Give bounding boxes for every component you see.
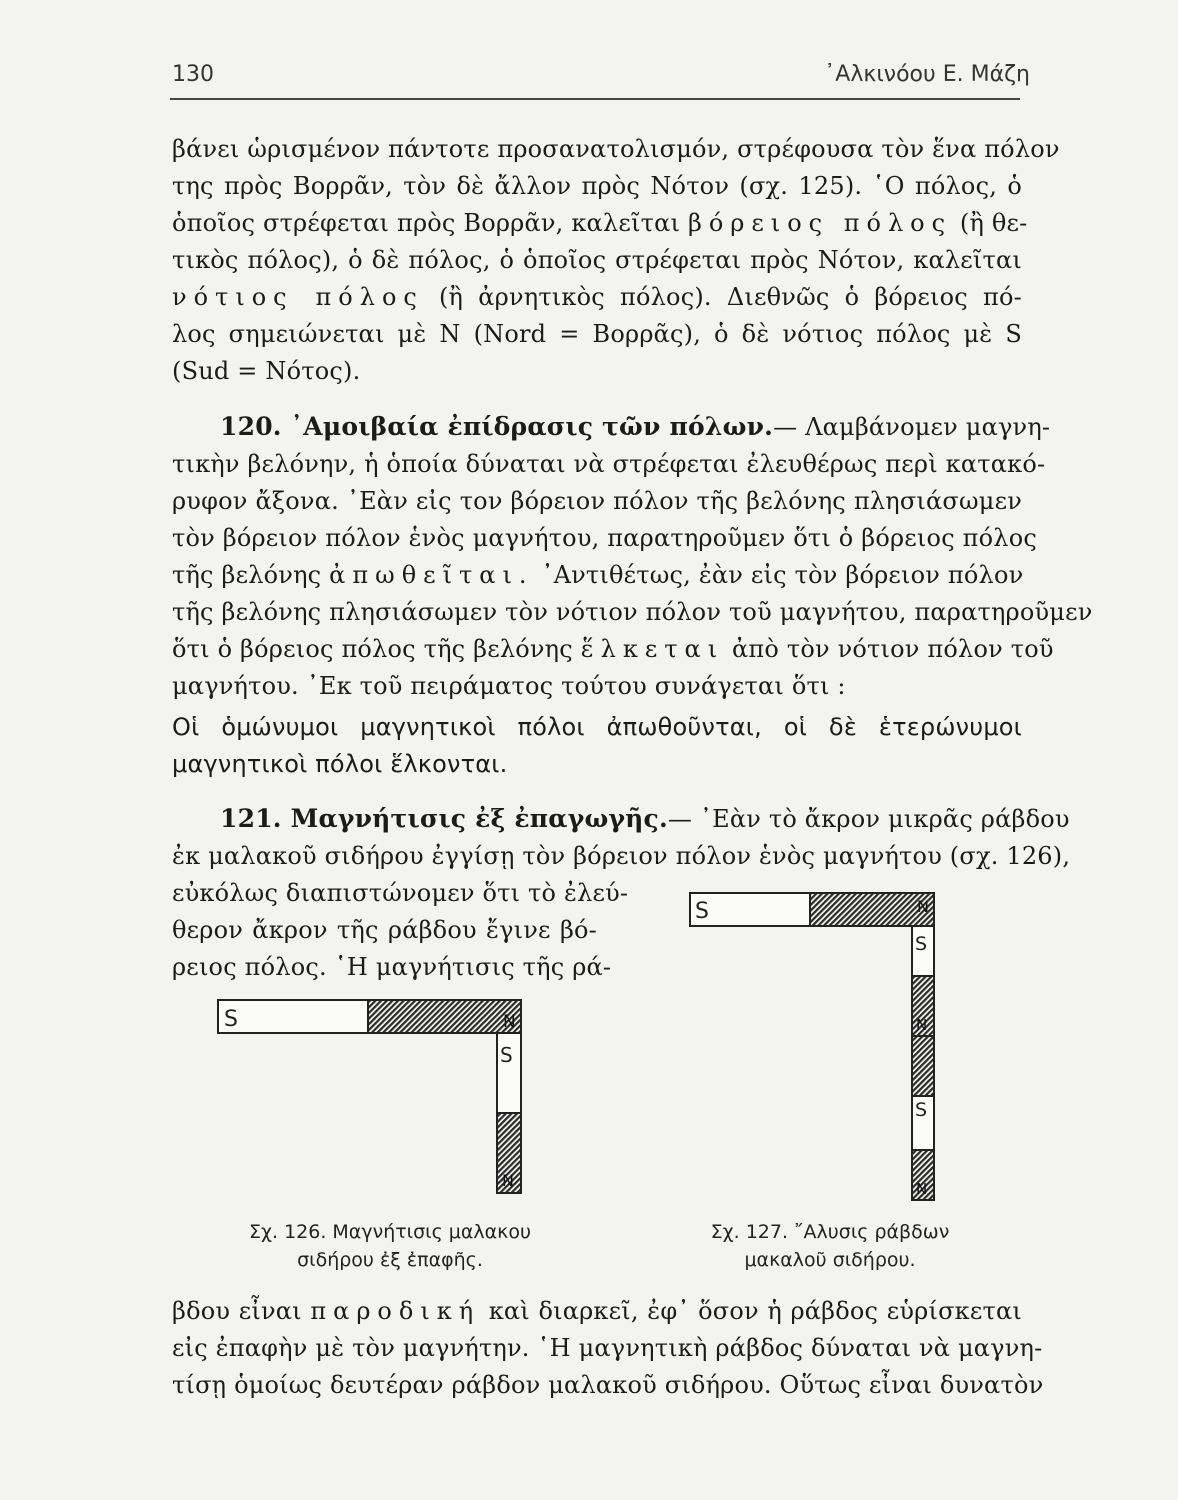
para1-line4: τικὸς πόλος), ὁ δὲ πόλος, ὁ ὁποῖος στρέφεται πρὸς Νότον, καλεῖται <box>172 246 1022 274</box>
law-statement-line2: μαγνητικοὶ πόλοι ἕλκονται. <box>172 750 508 778</box>
section-121-after-line1: βδου εἶναι παροδική καὶ διαρκεῖ, ἐφ᾿ ὅσον ἡ ράβδος εὑρίσκεται <box>172 1297 1022 1325</box>
fig127-rod2-n-label: N <box>916 1180 928 1198</box>
fig127-rod2-s-label: S <box>915 1099 928 1121</box>
fig127-magnet-s-label: S <box>695 899 709 924</box>
section-121-line3: εὐκόλως διαπιστώνομεν ὅτι τὸ ἐλεύ- <box>172 879 629 907</box>
fig126-magnet-s-label: S <box>224 1007 238 1032</box>
para1-line5: νότιος πόλος (ἢ ἀρνητικὸς πόλος). Διεθνῶς ὁ βόρειος πό- <box>172 283 1022 311</box>
fig126-caption-line2: σιδήρου ἐξ ἐπαφῆς. <box>297 1249 483 1271</box>
fig127-magnet-n-label: N <box>917 897 929 916</box>
para1-line7: (Sud = Νότος). <box>172 357 361 385</box>
fig127-rod2-top-hatched <box>912 1036 934 1096</box>
term-boreios-polos: βόρειος πόλος <box>687 209 953 237</box>
term-elketai: ἕλκεται <box>580 635 725 663</box>
section-120-line4: τὸν βόρειον πόλον ἑνὸς μαγνήτου, παρατηροῦμεν ὅτι ὁ βόρειος πόλος <box>172 524 1037 552</box>
figure-126 <box>218 1000 521 1193</box>
term-notios-polos: νότιος πόλος <box>172 283 424 311</box>
figure-127 <box>690 893 934 1200</box>
term-apotheitai: ἀπωθεῖται. <box>329 561 534 589</box>
section-120-line8: μαγνήτου. ᾿Εκ τοῦ πειράματος τούτου συνάγεται ὅτι : <box>172 672 846 700</box>
fig127-magnet-hatched <box>810 893 934 926</box>
fig126-magnet-n-label: N <box>503 1012 516 1032</box>
section-121-line2: ἐκ μαλακοῦ σιδήρου ἐγγίσῃ τὸν βόρειον πόλον ἑνὸς μαγνήτου (σχ. 126), <box>172 842 1071 870</box>
section-120-line3: ρυφον ἄξονα. ᾿Εὰν εἰς τον βόρειον πόλον τῆς βελόνης πλησιάσωμεν <box>172 487 1022 515</box>
page-number: 130 <box>172 62 214 87</box>
fig127-caption-line1: Σχ. 127. ῎Αλυσις ράβδων <box>710 1221 950 1243</box>
section-121-line1: 121. Μαγνήτισις ἐξ ἐπαγωγῆς.— ᾿Εὰν τὸ ἄκρον μικρᾶς ράβδου <box>220 804 1070 833</box>
section-120-line2: τικὴν βελόνην, ἡ ὁποία δύναται νὰ στρέφεται ἐλευθέρως περὶ κατακό- <box>172 450 1046 478</box>
section-121-line5: ρειος πόλος. ῾Η μαγνήτισις τῆς ρά- <box>172 953 612 981</box>
fig126-rod-s-label: S <box>500 1043 513 1067</box>
para1-line1: βάνει ὡρισμένον πάντοτε προσανατολισμόν, στρέφουσα τὸν ἕνα πόλον <box>172 135 1060 163</box>
fig127-rod1-s-label: S <box>915 933 928 955</box>
para1-line6: λος σημειώνεται μὲ N (Nord = Βορρᾶς), ὁ δὲ νότιος πόλος μὲ S <box>172 320 1022 348</box>
law-statement-line1: Οἱ ὁμώνυμοι μαγνητικοὶ πόλοι ἀπωθοῦνται, οἱ δὲ ἑτερώνυμοι <box>172 713 1022 741</box>
running-title: ᾿Αλκινόου Ε. Μάζη <box>824 62 1030 87</box>
section-121-line4: θερον ἄκρον τῆς ράβδου ἔγινε βό- <box>172 916 597 944</box>
fig126-caption <box>200 1218 580 1274</box>
fig127-rod1-n-label: N <box>916 1016 928 1034</box>
fig126-rod-n-label: N <box>502 1171 514 1190</box>
section-120-line6: τῆς βελόνης πλησιάσωμεν τὸν νότιον πόλον τοῦ μαγνήτου, παρατηροῦμεν <box>172 598 1093 626</box>
term-parodiki: παροδική <box>310 1297 481 1325</box>
section-121-after-line3: τίσῃ ὁμοίως δευτέραν ράβδον μαλακοῦ σιδήρου. Οὕτως εἶναι δυνατὸν <box>172 1371 1044 1399</box>
section-120-line1: 120. ᾿Αμοιβαία ἐπίδρασις τῶν πόλων.— Λαμβάνομεν μαγνη- <box>220 412 1051 441</box>
section-120-line7: ὅτι ὁ βόρειος πόλος τῆς βελόνης ἕλκεται ἀπὸ τὸν νότιον πόλον τοῦ <box>172 635 1054 663</box>
fig127-caption <box>680 1218 980 1274</box>
section-121-after-line2: εἰς ἐπαφὴν μὲ τὸν μαγνήτην. ῾Η μαγνητικὴ ράβδος δύναται νὰ μαγνη- <box>172 1334 1043 1362</box>
para1-line2: της πρὸς Βορρᾶν, τὸν δὲ ἄλλον πρὸς Νότον (σχ. 125). ῾Ο πόλος, ὁ <box>172 172 1022 200</box>
para1-line3: ὁποῖος στρέφεται πρὸς Βορρᾶν, καλεῖται βόρειος πόλος (ἢ θε- <box>172 209 1028 237</box>
section-121-heading: 121. Μαγνήτισις ἐξ ἐπαγωγῆς. <box>220 804 668 833</box>
fig126-caption-line1: Σχ. 126. Μαγνήτισις μαλακου <box>249 1221 531 1243</box>
section-120-line5: τῆς βελόνης ἀπωθεῖται. ᾿Αντιθέτως, ἐὰν εἰς τὸν βόρειον πόλον <box>172 561 1024 589</box>
section-120-heading: 120. ᾿Αμοιβαία ἐπίδρασις τῶν πόλων. <box>220 412 774 441</box>
fig126-magnet-hatched <box>368 1000 521 1033</box>
fig127-caption-line2: μακαλοῦ σιδήρου. <box>744 1249 916 1271</box>
